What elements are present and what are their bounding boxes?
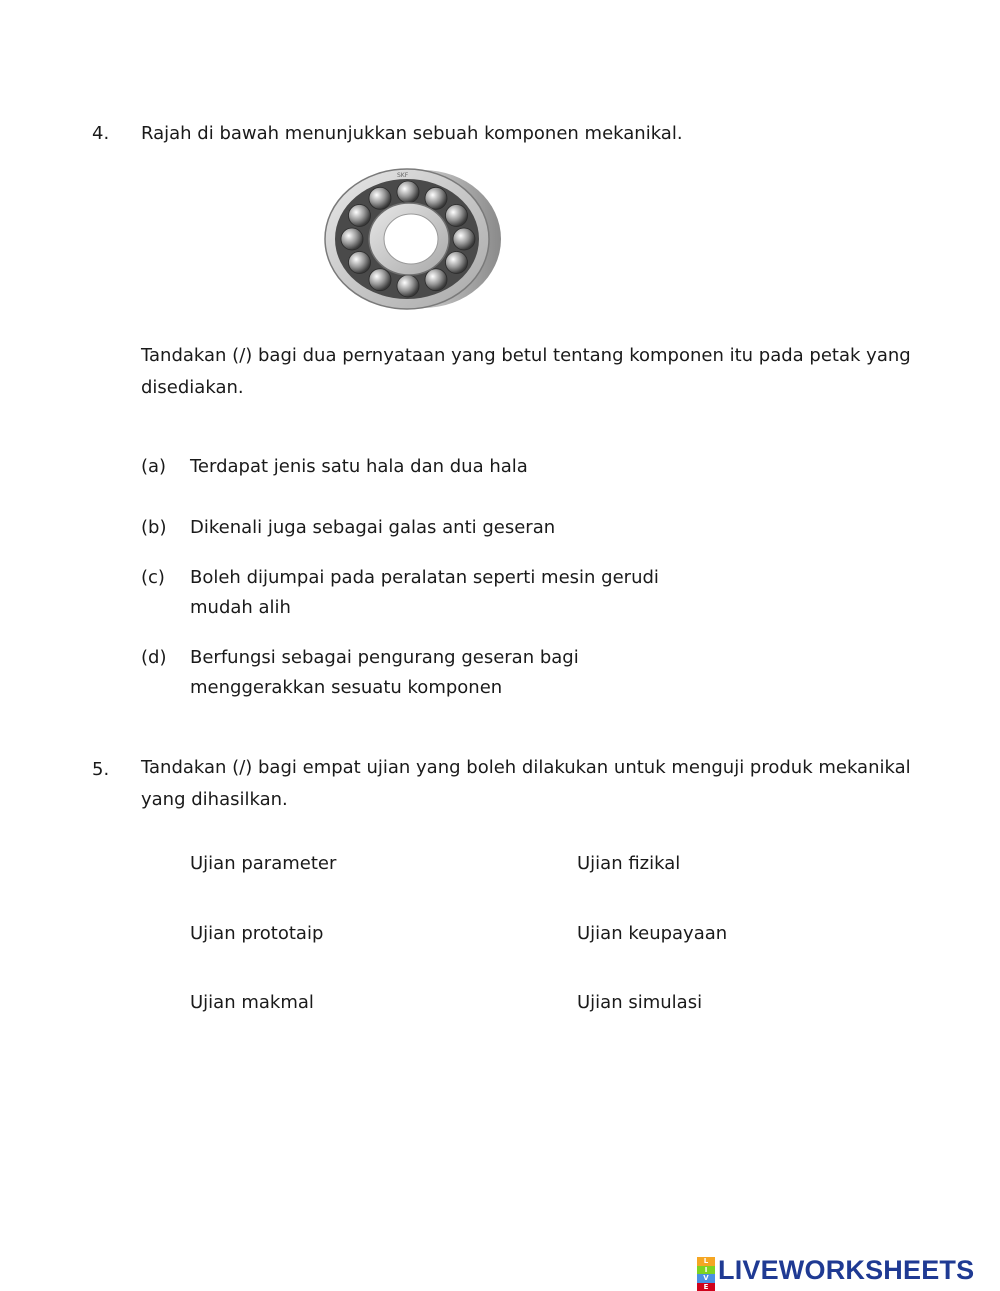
option-b-text: Dikenali juga sebagai galas anti geseran: [190, 517, 556, 538]
option-d-label: (d): [141, 647, 167, 668]
option-c-text-line2: mudah alih: [190, 597, 291, 618]
bearing-ball: [425, 187, 447, 209]
test-option: Ujian parameter: [190, 853, 337, 874]
question-4-number: 4.: [92, 123, 110, 144]
question-4-intro: Rajah di bawah menunjukkan sebuah komponen mekanikal.: [141, 123, 683, 144]
bearing-ball: [446, 252, 468, 274]
test-option: Ujian simulasi: [577, 992, 703, 1013]
question-5-number: 5.: [92, 759, 110, 780]
test-option: Ujian fizikal: [577, 853, 681, 874]
test-option: Ujian keupayaan: [577, 923, 728, 944]
bearing-ball: [453, 228, 475, 250]
option-d-text-line2: menggerakkan sesuatu komponen: [190, 677, 503, 698]
bearing-ball: [341, 228, 363, 250]
logo-mark-letter: E: [697, 1283, 715, 1291]
question-4-instruction-line1: Tandakan (/) bagi dua pernyataan yang betul tentang komponen itu pada petak yang: [141, 345, 911, 366]
question-5-instruction-line2: yang dihasilkan.: [141, 789, 288, 810]
logo-text: LIVEWORKSHEETS: [718, 1255, 975, 1285]
ball-bearing-icon: [315, 166, 505, 311]
option-d-text-line1: Berfungsi sebagai pengurang geseran bagi: [190, 647, 579, 668]
option-a-label: (a): [141, 456, 167, 477]
option-c-label: (c): [141, 567, 165, 588]
logo-mark-letter: V: [697, 1274, 715, 1283]
test-option: Ujian makmal: [190, 992, 314, 1013]
bearing-ball: [369, 269, 391, 291]
bearing-ball: [425, 269, 447, 291]
question-5-instruction-line1: Tandakan (/) bagi empat ujian yang boleh dilakukan untuk menguji produk mekanikal: [141, 757, 911, 778]
bearing-ball: [349, 205, 371, 227]
logo-mark-icon: [697, 1257, 715, 1291]
option-b-label: (b): [141, 517, 167, 538]
option-c-text-line1: Boleh dijumpai pada peralatan seperti mesin gerudi: [190, 567, 659, 588]
bearing-stamp: SKF: [397, 172, 409, 179]
test-option: Ujian prototaip: [190, 923, 324, 944]
logo-mark-letter: L: [697, 1257, 715, 1266]
liveworksheets-logo: [697, 1255, 975, 1291]
logo-mark-letter: I: [697, 1266, 715, 1275]
bearing-ball: [369, 187, 391, 209]
bearing-ball: [397, 275, 419, 297]
bearing-ball: [349, 252, 371, 274]
bearing-ball: [397, 181, 419, 203]
bearing-ball: [446, 205, 468, 227]
option-a-text: Terdapat jenis satu hala dan dua hala: [190, 456, 528, 477]
question-4-instruction-line2: disediakan.: [141, 377, 244, 398]
